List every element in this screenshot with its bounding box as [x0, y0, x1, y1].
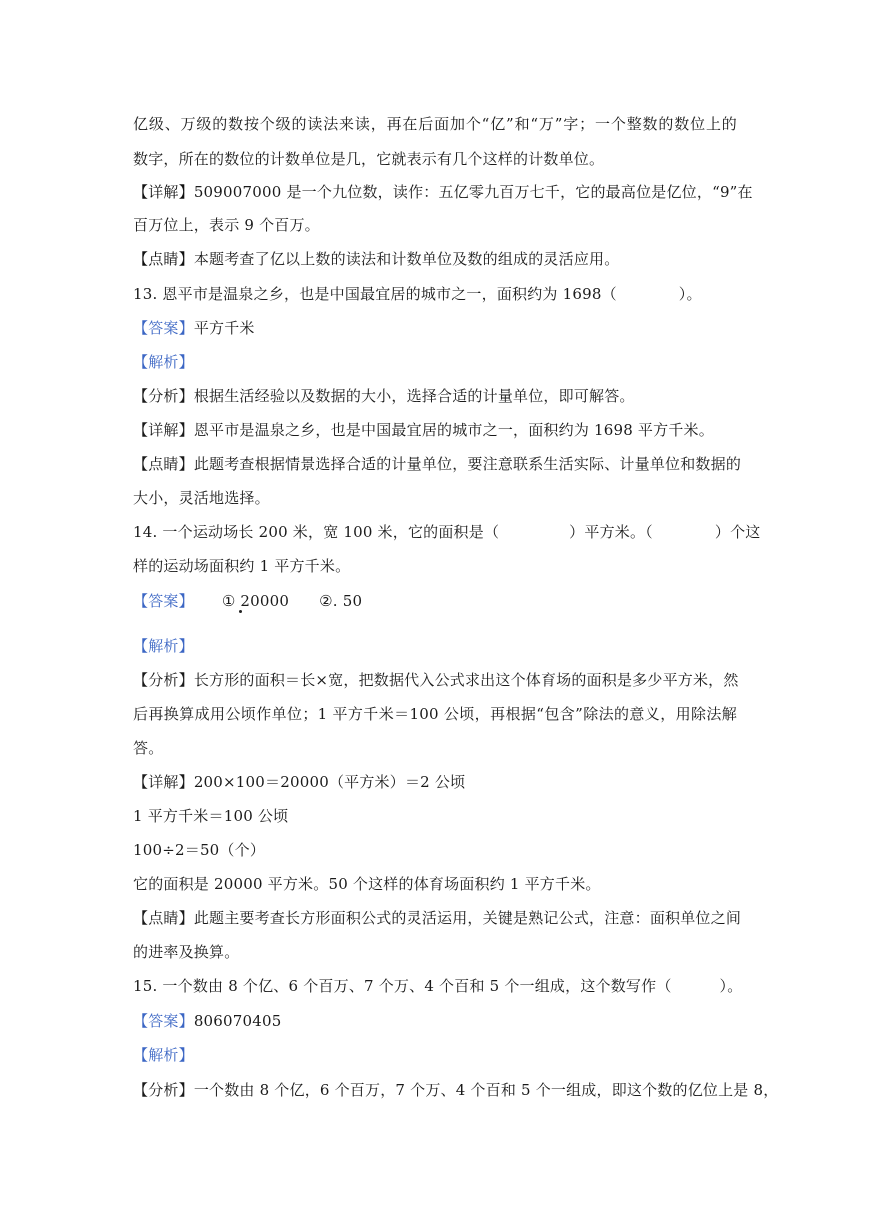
- q12-analysis-line-2: 数字，所在的数位的计数单位是几，它就表示有几个这样的计数单位。: [133, 150, 605, 168]
- q14-comment-line-1: [133, 908, 742, 928]
- q14-comment-text: 此题主要考查长方形面积公式的灵活运用，关键是熟记公式，注意：面积单位之间: [193, 909, 742, 927]
- q12-detail-line-2: 百万位上，表示 9 个百万。: [133, 216, 320, 234]
- q15-jiexi-tag: 【解析】: [133, 1046, 194, 1064]
- q14-analysis-line-2: 后再换算成用公顷作单位；1 平方千米＝100 公顷，再根据“包含”除法的意义，用除法解: [133, 705, 737, 723]
- q13-answer-text: 平方千米: [193, 319, 255, 337]
- q15-question: [133, 976, 743, 996]
- q14-detail-line-4: 它的面积是 20000 平方米。50 个这样的体育场面积约 1 平方千米。: [133, 875, 601, 893]
- q12-detail-line-1: [133, 182, 753, 202]
- answer-tag: 【答案】: [133, 1012, 194, 1030]
- comment-tag: 【点睛】: [133, 455, 194, 473]
- q14-detail-line-3: 100÷2＝50（个）: [133, 841, 266, 859]
- detail-tag: 【详解】: [133, 773, 194, 791]
- q14-question-mid: ）平方米。（: [569, 523, 653, 541]
- comment-tag: 【点睛】: [133, 250, 194, 268]
- q14-jiexi-tag: 【解析】: [133, 637, 194, 655]
- q14-analysis-line-1: [133, 670, 737, 690]
- q12-analysis-line-1: 亿级、万级的数按个级的读法来读，再在后面加个“亿”和“万”字；一个整数的数位上的: [133, 115, 737, 133]
- q14-question-end: ）个这: [714, 523, 761, 541]
- q14-comment-line-2: 的进率及换算。: [133, 943, 240, 961]
- analysis-tag: 【分析】: [133, 387, 194, 405]
- q15-analysis-line-1: [133, 1080, 779, 1100]
- q13-comment-text: 此题考查根据情景选择合适的计量单位，要注意联系生活实际、计量单位和数据的: [193, 455, 742, 473]
- q13-detail: [133, 420, 737, 440]
- dot-mark: [239, 610, 242, 613]
- analysis-tag: 【分析】: [133, 671, 194, 689]
- q12-detail-text: 509007000 是一个九位数，读作：五亿零九百万七千，它的最高位是亿位，“9”在: [193, 183, 753, 201]
- comment-tag: 【点睛】: [133, 909, 194, 927]
- q13-question-text: 13. 恩平市是温泉之乡，也是中国最宜居的城市之一，面积约为 1698（: [133, 285, 617, 303]
- q13-jiexi-tag: 【解析】: [133, 353, 194, 371]
- q14-analysis-line-3: 答。: [133, 739, 164, 757]
- q14-detail-line-2: 1 平方千米＝100 公顷: [133, 807, 289, 825]
- q14-question-text: 14. 一个运动场长 200 米，宽 100 米，它的面积是（: [133, 523, 500, 541]
- q14-answer: [133, 591, 737, 611]
- q14-detail-line-1: [133, 772, 737, 792]
- q14-question-line-2: 样的运动场面积约 1 平方千米。: [133, 557, 351, 575]
- detail-tag: 【详解】: [133, 421, 194, 439]
- q13-answer: [133, 318, 737, 338]
- q13-comment-line-2: 大小，灵活地选择。: [133, 489, 270, 507]
- q15-question-text: 15. 一个数由 8 个亿、6 个百万、7 个万、4 个百和 5 个一组成，这个数写作（: [133, 977, 672, 995]
- answer-tag: 【答案】: [133, 592, 194, 610]
- q15-question-end: ）。: [719, 977, 743, 995]
- q14-answer-2: ②. 50: [319, 592, 363, 610]
- q13-analysis-text: 根据生活经验以及数据的大小，选择合适的计量单位，即可解答。: [193, 387, 635, 405]
- analysis-tag: 【分析】: [133, 1081, 194, 1099]
- q13-detail-text: 恩平市是温泉之乡，也是中国最宜居的城市之一，面积约为 1698 平方千米。: [193, 421, 714, 439]
- q14-detail-text: 200×100＝20000（平方米）＝2 公顷: [193, 773, 466, 791]
- detail-tag: 【详解】: [133, 183, 194, 201]
- q12-comment: [133, 249, 737, 269]
- q15-answer-text: 806070405: [193, 1012, 282, 1030]
- q15-analysis-text: 一个数由 8 个亿，6 个百万，7 个万、4 个百和 5 个一组成，即这个数的亿位上是 8，: [193, 1081, 779, 1099]
- q14-analysis-text: 长方形的面积＝长×宽，把数据代入公式求出这个体育场的面积是多少平方米，然: [193, 671, 739, 689]
- answer-tag: 【答案】: [133, 319, 194, 337]
- q14-question-line-1: [133, 522, 761, 542]
- q15-answer: [133, 1011, 737, 1031]
- q13-question: [133, 284, 737, 304]
- q13-comment-line-1: [133, 454, 742, 474]
- q14-answer-1: ① 20000: [221, 592, 290, 610]
- q12-comment-text: 本题考查了亿以上数的读法和计数单位及数的组成的灵活应用。: [193, 250, 620, 268]
- q13-analysis: [133, 386, 737, 406]
- q13-question-end: ）。: [678, 285, 702, 303]
